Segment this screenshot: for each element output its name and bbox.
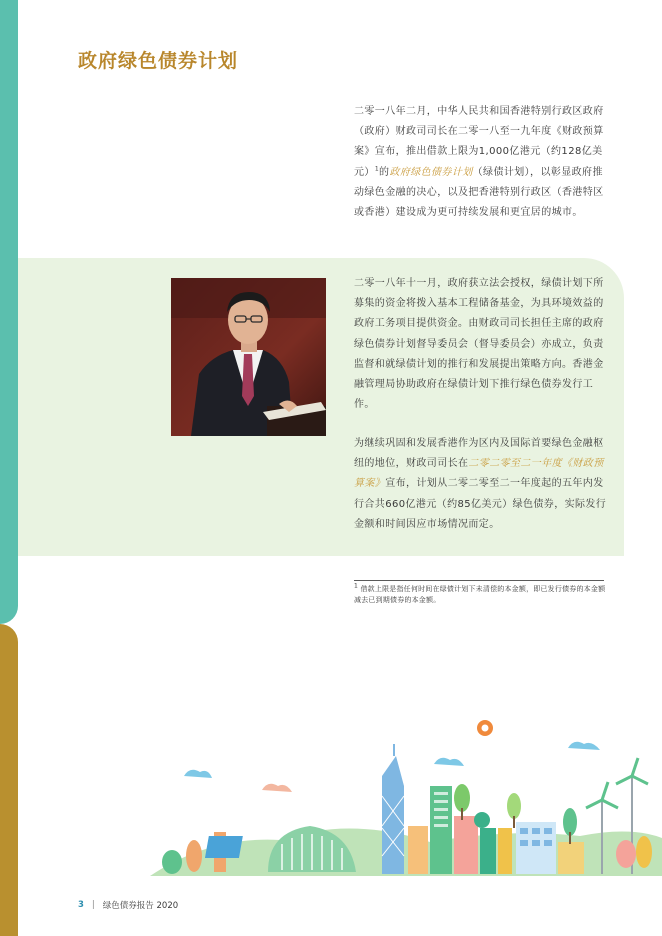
footnote-text: 借款上限是指任何时间在绿债计划下未清偿的本金额，即已发行债券的本金额减去已到期债券的本金额。 bbox=[354, 585, 606, 604]
side-accent-teal bbox=[0, 0, 18, 624]
city-skyline-illustration bbox=[150, 716, 662, 876]
footnote-ref: 1 bbox=[374, 165, 380, 173]
page-number: 3 bbox=[78, 900, 84, 910]
paragraph-1-text-c: （绿债计划），以彰显政府推动绿色金融的决心，以及把香港特别行政区（香港特区或香港）建设成为更可持续发展和更宜居的城市。 bbox=[354, 166, 604, 219]
footnote-mark: 1 bbox=[354, 582, 359, 590]
paragraph-3-text-b: 宣布，计划从二零二零至二一年度起的五年内发行合共660亿港元（约85亿美元）绿色债券，实际发行金额和时间因应市场情况而定。 bbox=[354, 478, 607, 530]
page-footer bbox=[78, 899, 178, 911]
report-title: 绿色债券报告 2020 bbox=[102, 901, 179, 911]
budget-highlight: 二零二零至二一年度《财政预算案》 bbox=[354, 458, 604, 490]
speaker-photo bbox=[171, 278, 326, 436]
footnote-divider bbox=[354, 580, 604, 581]
green-bond-programme-highlight: 政府绿色债券计划 bbox=[389, 166, 473, 178]
paragraph-2: 二零一八年十一月，政府获立法会授权，绿债计划下所募集的资金将拨入基本工程储备基金，为具环境效益的政府工务项目提供资金。由财政司司长担任主席的政府绿色债券计划督导委员会（督导委员会）亦成立，负责监督和就绿债计划的推行和发展提出策略方向。香港金融管理局协助政府在绿债计划下推行绿色债券发行工作。 bbox=[354, 278, 604, 411]
side-accent-gold bbox=[0, 624, 18, 936]
paragraph-1-text-b: 的 bbox=[379, 166, 390, 178]
footer-separator: | bbox=[91, 900, 95, 910]
paragraph-3-text-a: 为继续巩固和发展香港作为区内及国际首要绿色金融枢纽的地位，财政司司长在 bbox=[354, 438, 604, 470]
paragraph-1-text-a: 二零一八年二月，中华人民共和国香港特别行政区政府（政府）财政司司长在二零一八至一九年度《财政预算案》宣布，推出借款上限为1,000亿港元（约128亿美元） bbox=[354, 106, 604, 178]
page-title: 政府绿色债券计划 bbox=[78, 50, 239, 72]
paragraph-1 bbox=[354, 102, 610, 223]
footnote bbox=[354, 584, 608, 606]
paragraph-3 bbox=[354, 434, 610, 535]
